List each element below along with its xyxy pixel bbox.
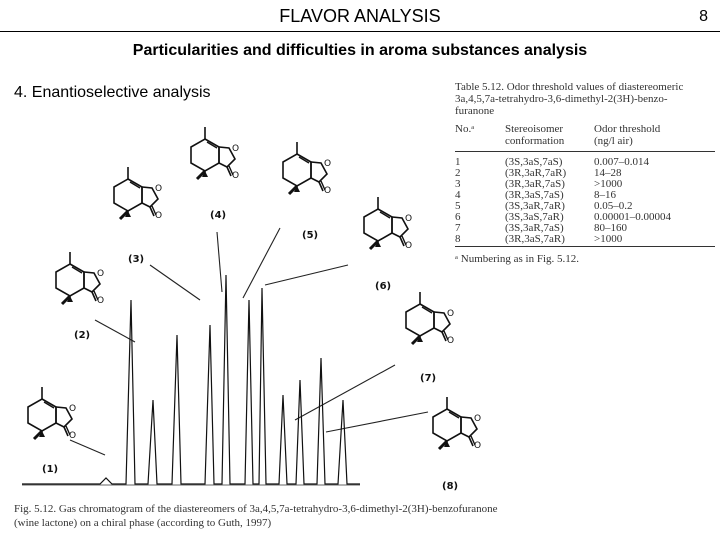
col-stereoisomer-line: Stereoisomer (505, 123, 564, 135)
col-threshold-line: (ng/l air) (594, 135, 633, 147)
molecule-2-structure (56, 252, 104, 306)
table-caption-line: Table 5.12. Odor threshold values of diastereomeric (455, 81, 684, 93)
col-stereoisomer-line: conformation (505, 135, 565, 147)
row-conformation: (3S,3aR,7aR) (505, 200, 565, 212)
page-number: 8 (699, 8, 708, 25)
row-no: 6 (455, 211, 461, 223)
row-conformation: (3R,3aS,7aR) (505, 233, 565, 245)
table-rule (455, 151, 715, 152)
row-threshold: >1000 (594, 233, 623, 245)
row-no: 7 (455, 222, 461, 234)
table-row (455, 233, 715, 244)
row-no: 5 (455, 200, 461, 212)
peak-pointer-lines (70, 228, 428, 455)
row-no: 4 (455, 189, 461, 201)
row-conformation: (3R,3aR,7aR) (505, 167, 567, 179)
molecule-8-label: (8) (442, 481, 459, 492)
slide-title: FLAVOR ANALYSIS (279, 6, 441, 26)
row-no: 8 (455, 233, 461, 245)
molecule-6-label: (6) (375, 281, 392, 292)
molecule-7-label: (7) (420, 373, 437, 384)
row-threshold: 80–160 (594, 222, 627, 234)
row-conformation: (3S,3aS,7aR) (505, 211, 564, 223)
row-threshold: >1000 (594, 178, 623, 190)
row-conformation: (3S,3aS,7aS) (505, 156, 563, 168)
molecule-7-structure (406, 292, 454, 346)
row-threshold: 8–16 (594, 189, 616, 201)
figure-caption-line: Fig. 5.12. Gas chromatogram of the diastereomers of 3a,4,5,7a-tetrahydro-3,6-dimethyl-2(3H)-benzofuranone (14, 503, 498, 515)
table-caption-line: 3a,4,5,7a-tetrahydro-3,6-dimethyl-2(3H)-benzo- (455, 93, 668, 105)
table-row (455, 156, 715, 167)
table-row (455, 178, 715, 189)
row-threshold: 0.007–0.014 (594, 156, 649, 168)
table-row (455, 211, 715, 222)
figure-caption-line: (wine lactone) on a chiral phase (according to Guth, 1997) (14, 517, 272, 529)
col-stereoisomer-header (505, 123, 564, 147)
molecule-4-label: (4) (210, 210, 227, 221)
molecule-8-structure (433, 397, 481, 451)
row-conformation: (3S,3aR,7aS) (505, 222, 564, 234)
row-no: 1 (455, 156, 461, 168)
molecule-2-label: (2) (74, 330, 91, 341)
section-heading: 4. Enantioselective analysis (14, 84, 211, 101)
col-threshold-header (594, 123, 660, 147)
table-rule (455, 246, 715, 247)
table-row (455, 189, 715, 200)
row-threshold: 14–28 (594, 167, 622, 179)
molecule-3-structure (114, 167, 162, 221)
table-row (455, 167, 715, 178)
molecule-3-label: (3) (128, 254, 145, 265)
row-conformation: (3R,3aR,7aS) (505, 178, 565, 190)
table-caption-line: furanone (455, 105, 495, 117)
odor-threshold-table (455, 81, 715, 265)
table-row (455, 200, 715, 211)
row-no: 3 (455, 178, 461, 190)
row-no: 2 (455, 167, 461, 179)
row-conformation: (3R,3aS,7aS) (505, 189, 564, 201)
table-row (455, 222, 715, 233)
molecule-1-structure (28, 387, 76, 441)
row-threshold: 0.05–0.2 (594, 200, 633, 212)
table-footnote: ᵃ Numbering as in Fig. 5.12. (455, 253, 580, 265)
molecule-4-structure (191, 127, 239, 181)
chromatogram-figure: O (1) (2) (3) (4) (5) (6) (7) (8) (0, 0, 720, 540)
col-threshold-line: Odor threshold (594, 123, 661, 135)
table-header-row (455, 123, 715, 149)
figure-caption (14, 502, 554, 530)
slide-subtitle: Particularities and difficulties in aroma substances analysis (132, 42, 588, 59)
col-no-header: No.ᵃ (455, 123, 475, 135)
row-threshold: 0.00001–0.00004 (594, 211, 671, 223)
molecule-5-label: (5) (302, 230, 319, 241)
chromatogram-trace (22, 275, 360, 484)
molecule-6-structure (364, 197, 412, 251)
molecule-1-label: (1) (42, 464, 59, 475)
molecule-5-structure (283, 142, 331, 196)
